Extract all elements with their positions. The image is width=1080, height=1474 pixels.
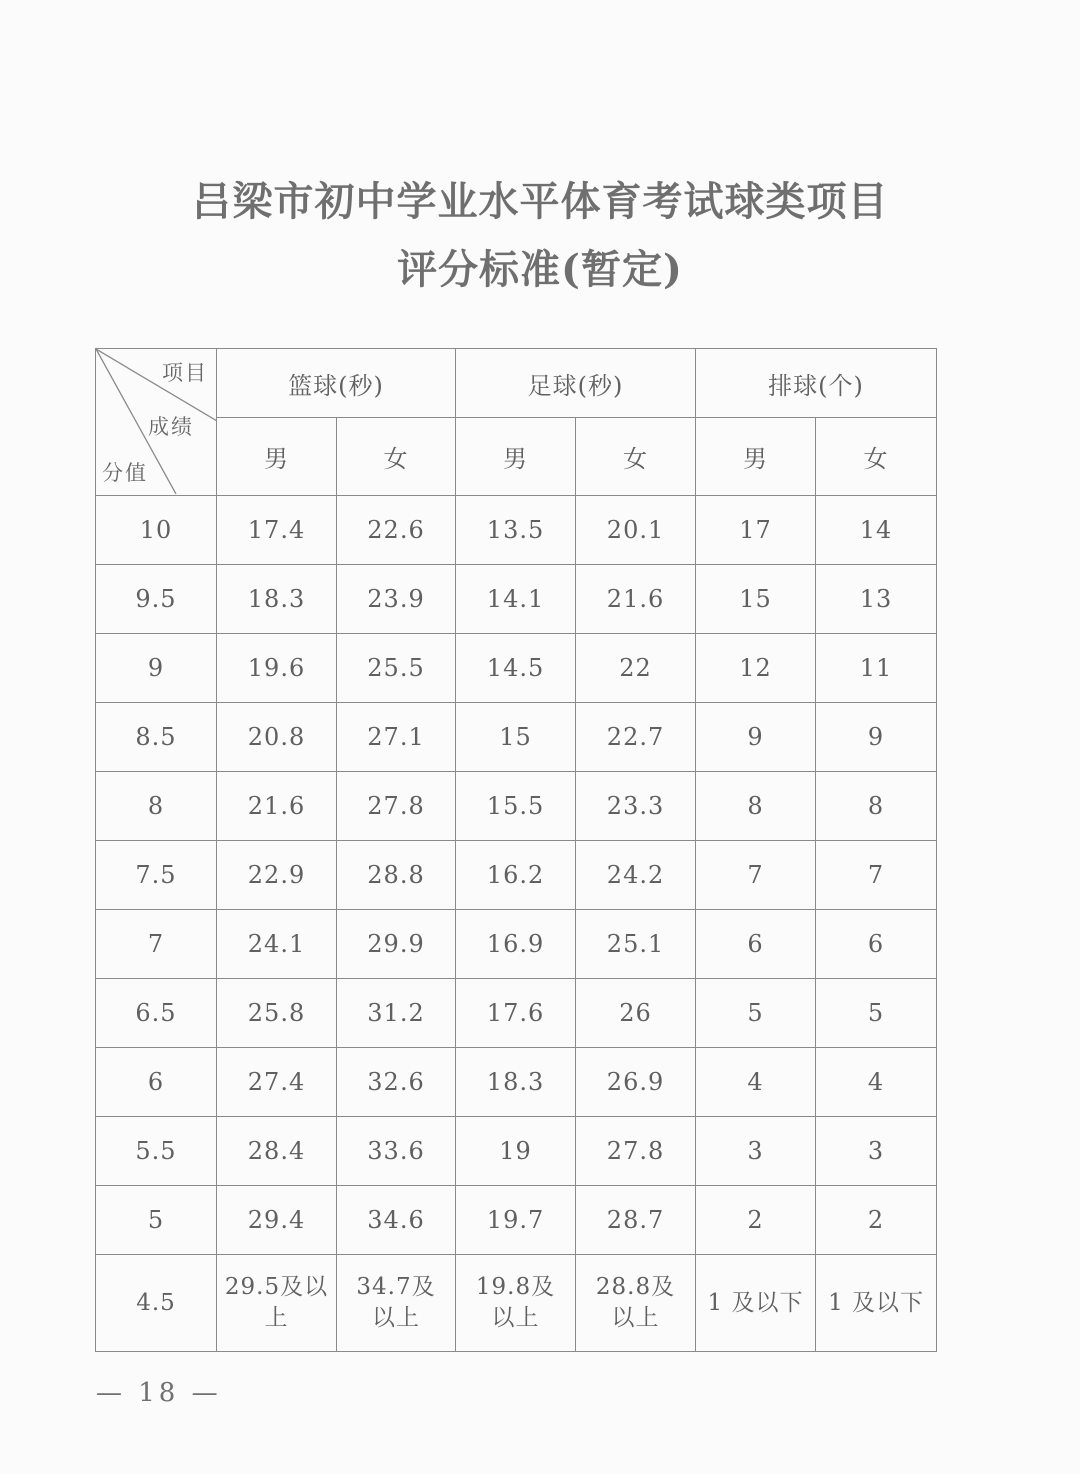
value-cell: 16.9 [456,910,576,979]
value-cell: 24.2 [576,841,696,910]
page-number: — 18 — [96,1378,222,1408]
value-cell: 14.5 [456,634,576,703]
value-cell: 20.8 [217,703,337,772]
value-cell: 27.4 [217,1048,337,1117]
value-cell: 20.1 [576,496,696,565]
value-cell: 19.6 [217,634,337,703]
score-cell: 7.5 [96,841,217,910]
title-line-1: 吕梁市初中学业水平体育考试球类项目 [191,178,889,225]
value-cell: 14 [816,496,937,565]
value-cell: 21.6 [576,565,696,634]
gender-header: 男 [456,418,576,496]
gender-header: 女 [337,418,456,496]
value-cell: 23.3 [576,772,696,841]
value-cell: 17.6 [456,979,576,1048]
value-cell-line: 1 及以下 [828,1289,925,1316]
value-cell: 9 [696,703,816,772]
gender-header: 女 [576,418,696,496]
value-cell: 28.7 [576,1186,696,1255]
value-cell-line: 19.8及 [475,1274,556,1300]
value-cell: 27.8 [337,772,456,841]
value-cell: 18.3 [217,565,337,634]
value-cell: 22.7 [576,703,696,772]
value-cell: 6 [696,910,816,979]
value-cell: 25.8 [217,979,337,1048]
value-cell: 11 [816,634,937,703]
value-cell: 21.6 [217,772,337,841]
table-row [96,1117,937,1186]
value-cell: 8 [696,772,816,841]
score-cell: 9.5 [96,565,217,634]
score-cell: 7 [96,910,217,979]
corner-label-result: 成绩 [148,415,194,439]
corner-label-item: 项目 [162,361,208,385]
value-cell: 15.5 [456,772,576,841]
corner-label-score: 分值 [102,461,148,485]
value-cell: 7 [816,841,937,910]
value-cell: 19.7 [456,1186,576,1255]
score-cell: 4.5 [96,1255,217,1352]
score-cell: 9 [96,634,217,703]
table-row [96,703,937,772]
value-cell: 5 [696,979,816,1048]
value-cell: 6 [816,910,937,979]
value-cell: 12 [696,634,816,703]
value-cell-line: 上 [264,1305,289,1331]
header-row-gender [96,418,937,496]
table-row-last [96,1255,937,1352]
value-cell: 7 [696,841,816,910]
score-cell: 10 [96,496,217,565]
table-row [96,979,937,1048]
value-cell: 15 [696,565,816,634]
value-cell-line: 以上 [491,1305,540,1331]
scoring-table [95,348,937,1352]
value-cell: 33.6 [337,1117,456,1186]
value-cell [337,1255,456,1352]
score-cell: 8 [96,772,217,841]
value-cell: 3 [816,1117,937,1186]
value-cell: 31.2 [337,979,456,1048]
value-cell-line: 34.7及 [356,1274,436,1300]
table-row [96,496,937,565]
value-cell: 5 [816,979,937,1048]
value-cell-line: 28.8及 [595,1274,676,1300]
table-row [96,772,937,841]
group-header-football: 足球(秒) [456,349,696,418]
value-cell: 28.4 [217,1117,337,1186]
gender-header: 女 [816,418,937,496]
score-cell: 5.5 [96,1117,217,1186]
value-cell: 26 [576,979,696,1048]
value-cell: 25.5 [337,634,456,703]
value-cell: 3 [696,1117,816,1186]
value-cell: 18.3 [456,1048,576,1117]
value-cell: 2 [696,1186,816,1255]
value-cell-line: 1 及以下 [707,1289,804,1316]
gender-header: 男 [696,418,816,496]
value-cell-line: 以上 [372,1305,420,1331]
value-cell [816,1255,937,1352]
value-cell: 13 [816,565,937,634]
value-cell: 8 [816,772,937,841]
value-cell: 27.1 [337,703,456,772]
value-cell: 17 [696,496,816,565]
value-cell: 4 [696,1048,816,1117]
title-line-2: 评分标准(暂定) [397,246,683,293]
value-cell: 29.4 [217,1186,337,1255]
group-header-basketball: 篮球(秒) [217,349,456,418]
value-cell: 24.1 [217,910,337,979]
score-cell: 5 [96,1186,217,1255]
document-title [0,168,1080,304]
value-cell: 22.9 [217,841,337,910]
value-cell: 22 [576,634,696,703]
value-cell: 15 [456,703,576,772]
value-cell: 17.4 [217,496,337,565]
value-cell: 19 [456,1117,576,1186]
value-cell: 22.6 [337,496,456,565]
value-cell: 32.6 [337,1048,456,1117]
table-row [96,1186,937,1255]
score-cell: 8.5 [96,703,217,772]
gender-header: 男 [217,418,337,496]
value-cell: 2 [816,1186,937,1255]
value-cell: 4 [816,1048,937,1117]
value-cell: 28.8 [337,841,456,910]
score-cell: 6.5 [96,979,217,1048]
table-row [96,910,937,979]
value-cell-line: 29.5及以 [224,1274,329,1300]
value-cell: 9 [816,703,937,772]
value-cell: 34.6 [337,1186,456,1255]
value-cell-line: 以上 [611,1305,660,1331]
header-row-groups [96,349,937,418]
score-cell: 6 [96,1048,217,1117]
value-cell: 23.9 [337,565,456,634]
diagonal-header-cell [96,349,217,496]
value-cell: 29.9 [337,910,456,979]
value-cell: 25.1 [576,910,696,979]
value-cell: 14.1 [456,565,576,634]
value-cell: 26.9 [576,1048,696,1117]
value-cell: 16.2 [456,841,576,910]
value-cell [217,1255,337,1352]
table-row [96,841,937,910]
value-cell: 27.8 [576,1117,696,1186]
value-cell: 13.5 [456,496,576,565]
table-row [96,634,937,703]
value-cell [696,1255,816,1352]
value-cell [576,1255,696,1352]
value-cell [456,1255,576,1352]
group-header-volleyball: 排球(个) [696,349,937,418]
table-row [96,1048,937,1117]
table-row [96,565,937,634]
